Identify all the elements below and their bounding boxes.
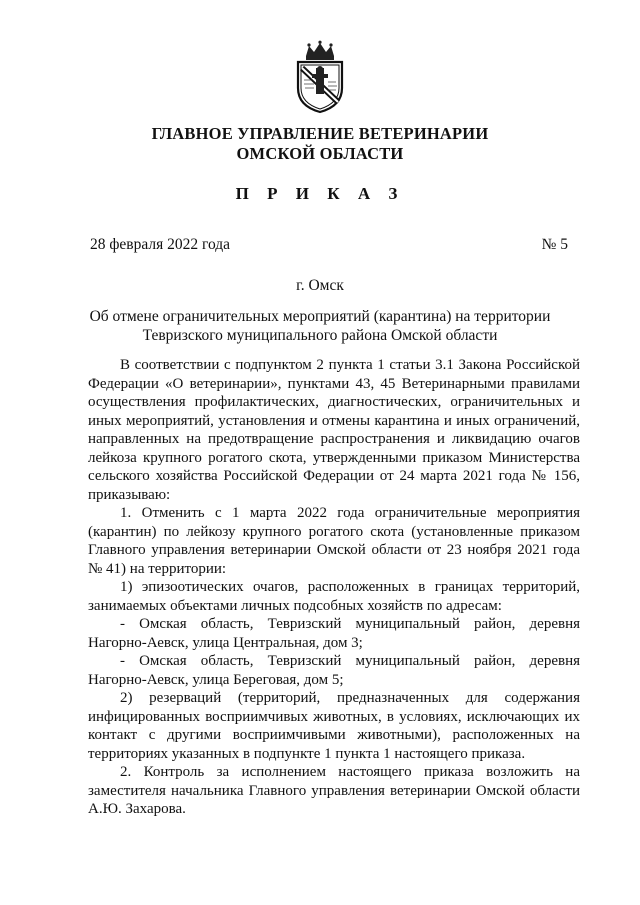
document-type-title: П Р И К А З	[235, 184, 405, 203]
omsk-coat-of-arms-icon	[292, 40, 348, 114]
document-subject	[70, 307, 570, 345]
body-paragraph-item2: 2. Контроль за исполнением настоящего приказа возложить на заместителя начальника Главного управления ветеринарии Омской области А.Ю. Захарова.	[88, 764, 580, 817]
subject-line1: Об отмене ограничительных мероприятий (карантина) на территории	[89, 308, 551, 325]
document-date: 28 февраля 2022 года	[90, 236, 231, 253]
body-paragraph-address2: - Омская область, Тевризский муниципальный район, деревня Нагорно-Аевск, улица Береговая, дом 5;	[88, 653, 580, 688]
document-number: № 5	[541, 236, 568, 253]
document-body	[88, 356, 580, 819]
organization-name-line1: ГЛАВНОЕ УПРАВЛЕНИЕ ВЕТЕРИНАРИИ	[151, 124, 489, 143]
body-paragraph-address1: - Омская область, Тевризский муниципальный район, деревня Нагорно-Аевск, улица Центральная, дом 3;	[88, 616, 580, 651]
body-paragraph-subitem2: 2) резерваций (территорий, предназначенных для содержания инфицированных восприимчивых животных, в условиях, исключающих их контакт с другими восприимчивыми животными), расположенных на территориях указанных в подпункте 1 пункта 1 настоящего приказа.	[88, 690, 580, 762]
document-city: г. Омск	[296, 277, 344, 294]
body-paragraph-item1: 1. Отменить с 1 марта 2022 года ограничительные мероприятия (карантин) по лейкозу крупного рогатого скота (установленные приказом Главного управления ветеринарии Омской области от 23 ноября 2021 года № 41) на территории:	[88, 505, 580, 577]
body-paragraph-subitem1: 1) эпизоотических очагов, расположенных в границах территорий, занимаемых объектами личных подсобных хозяйств по адресам:	[88, 579, 580, 614]
body-paragraph-preamble: В соответствии с подпунктом 2 пункта 1 статьи 3.1 Закона Российской Федерации «О ветеринарии», пунктами 43, 45 Ветеринарными правилами осуществления профилактических, диагностических, ограничительных и иных мероприятий, установления и отмены карантина и иных ограничений, направленных на предотвращение распространения и ликвидацию очагов лейкоза крупного рогатого скота, утвержденными приказом Министерства сельского хозяйства Российской Федерации от 24 марта 2021 года № 156, приказываю:	[88, 357, 580, 503]
subject-line2: Тевризского муниципального района Омской области	[142, 327, 498, 344]
organization-name-line2: ОМСКОЙ ОБЛАСТИ	[236, 144, 404, 163]
